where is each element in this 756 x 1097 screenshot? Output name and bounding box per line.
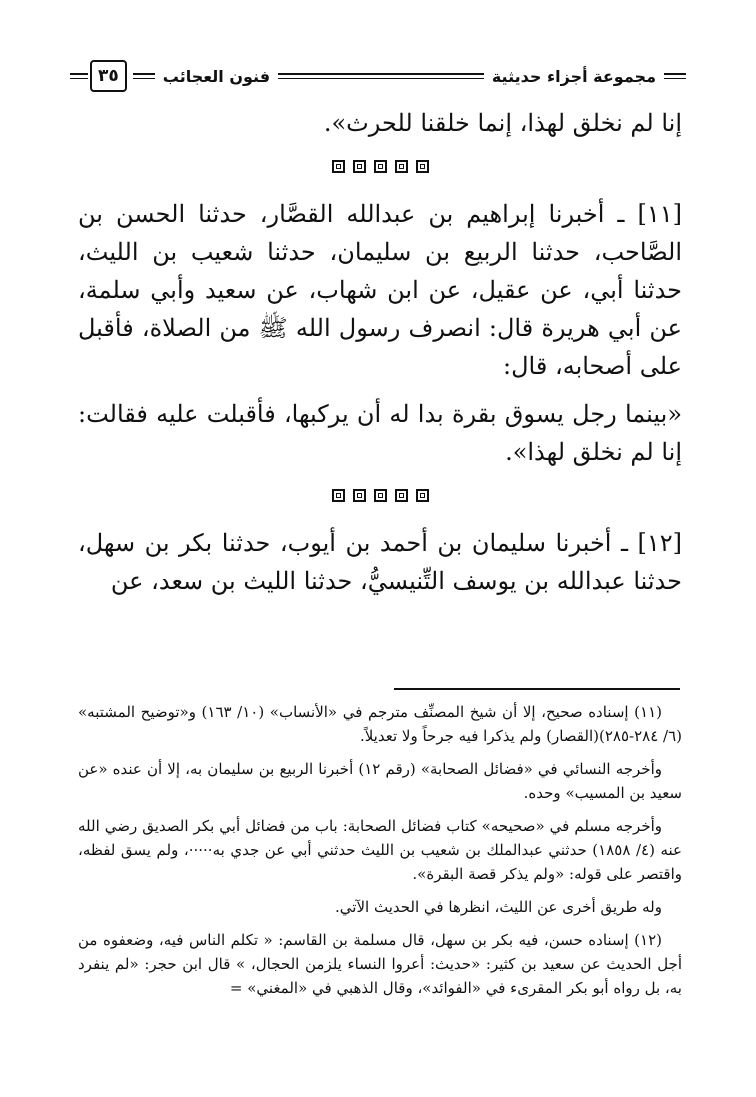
footnotes [78,700,682,1009]
section-separator [78,160,682,173]
square-ornament-icon [353,160,366,173]
header-rule [133,73,155,79]
paragraph-1: إنا لم نخلق لهذا، إنما خلقنا للحرث». [323,109,682,137]
hadith-11-isnad: [١١] ـ أخبرنا إبراهيم بن عبدالله القصَّار، حدثنا الحسن بن الصَّاحب، حدثنا الربيع بن سليمان، حدثنا شعيب بن الليث، حدثنا أبي، عن عقيل، عن ابن شهاب، عن سعيد وأبي سلمة، عن أبي هريرة قال: انصرف رسول الله ﷺ من الصلاة، فأقبل على أصحابه، قال: [78,200,682,380]
footnote-11-muslim: وأخرجه مسلم في «صحيحه» كتاب فضائل الصحابة: باب من فضائل أبي بكر الصديق رضي الله عنه (٤/ ١٨٥٨) حدثني عبدالملك بن شعيب بن الليث حدثني أبي عن جدي به·····، ولم يسق لفظه، واقتصر على قوله: «ولم يذكر قصة البقرة». [78,817,683,883]
square-ornament-icon [395,489,408,502]
footnote-11-other-route: وله طريق أخرى عن الليث، انظرها في الحديث الآتي. [335,898,662,916]
header-rule [70,73,88,79]
main-text [78,104,682,600]
square-ornament-icon [416,489,429,502]
footnote-12: (١٢) إسناده حسن، فيه بكر بن سهل، قال مسلمة بن القاسم: « تكلم الناس فيه، وضعفوه من أجل الحديث عن سعيد بن كثير: «حديث: أعروا النساء يلزمن الحجال، » قال ابن حجر: «لم ينفرد به، بل رواه أبو بكر المقرىء في «الفوائد»، وقال الذهبي في «المغني» = [78,931,682,997]
hadith-11-matn: «بينما رجل يسوق بقرة بدا له أن يركبها، فأقبلت عليه فقالت: إنا لم نخلق لهذا». [78,400,682,466]
square-ornament-icon [332,160,345,173]
footnote-11: (١١) إسناده صحيح، إلا أن شيخ المصنِّف مترجم في «الأنساب» (١٠/ ١٦٣) و«توضيح المشتبه» (٦/ ٢٨٤-٢٨٥)(القصار) ولم يذكرا فيه جرحاً ولا تعديلاً. [78,703,682,745]
header-rule [664,73,686,79]
square-ornament-icon [374,489,387,502]
square-ornament-icon [332,489,345,502]
page-number: ٣٥ [90,60,127,92]
square-ornament-icon [374,160,387,173]
book-title: مجموعة أجزاء حديثية [491,66,656,86]
hadith-12-isnad: [١٢] ـ أخبرنا سليمان بن أحمد بن أيوب، حدثنا بكر بن سهل، حدثنا عبدالله بن يوسف التِّنيسيُّ، حدثنا الليث بن سعد، عن [78,529,682,595]
square-ornament-icon [416,160,429,173]
footnote-divider [394,688,680,690]
square-ornament-icon [395,160,408,173]
page-header [70,58,690,94]
part-title: فنون العجائب [162,66,271,86]
square-ornament-icon [353,489,366,502]
header-rule [278,73,484,79]
section-separator [78,489,682,502]
footnote-11-nasai: وأخرجه النسائي في «فضائل الصحابة» (رقم ١٢) أخبرنا الربيع بن سليمان به، إلا أن عنده «عن سعيد بن المسيب» وحده. [78,760,682,802]
